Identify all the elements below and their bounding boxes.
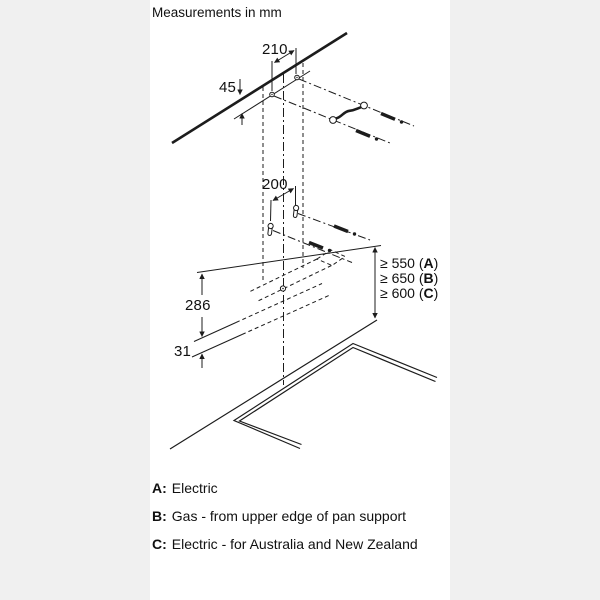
- legend-text: Gas - from upper edge of pan support: [171, 508, 407, 524]
- legend-item-c: [152, 536, 418, 552]
- clearance-spec-c: [380, 286, 438, 301]
- clearance-suffix: ): [433, 255, 439, 271]
- clearance-value: ≥ 550 (: [380, 255, 424, 271]
- clearance-letter: A: [423, 255, 434, 271]
- counter-line: [170, 320, 377, 449]
- dim-label-286: 286: [185, 297, 211, 314]
- clearance-suffix: ): [433, 285, 439, 301]
- legend-item-b: [152, 508, 406, 524]
- dimension-45: [240, 79, 242, 125]
- clearance-spec-b: [380, 271, 438, 286]
- diagram-title: Measurements in mm: [152, 5, 282, 20]
- legend-item-a: [152, 480, 218, 496]
- clearance-value: ≥ 600 (: [380, 285, 424, 301]
- lower-leader-lines: [273, 214, 370, 263]
- upper-leader-lines: [274, 79, 414, 143]
- dim-label-45: 45: [219, 79, 237, 96]
- legend-key: A:: [152, 480, 167, 496]
- screw-icon: [356, 114, 403, 141]
- clearance-letter: B: [423, 270, 434, 286]
- legend-key: C:: [152, 536, 167, 552]
- hood-top-edge: [197, 246, 381, 273]
- legend-text: Electric - for Australia and New Zealand: [171, 536, 418, 552]
- clearance-spec-a: [380, 256, 438, 271]
- cooktop-outline: [234, 344, 437, 449]
- hood-bottom-edges: [192, 284, 330, 358]
- clearance-letter: C: [423, 285, 434, 301]
- dim-label-31: 31: [174, 343, 192, 360]
- hood-mount-hole: [280, 286, 285, 291]
- clearance-suffix: ): [433, 270, 439, 286]
- keyhole-slot-icon: [267, 205, 299, 236]
- legend-key: B:: [152, 508, 167, 524]
- clearance-value: ≥ 650 (: [380, 270, 424, 286]
- dim-label-210: 210: [262, 41, 288, 58]
- mounting-bracket-icon: [330, 102, 368, 123]
- dim-label-200: 200: [262, 176, 288, 193]
- screw-icon: [309, 226, 356, 252]
- legend-text: Electric: [171, 480, 218, 496]
